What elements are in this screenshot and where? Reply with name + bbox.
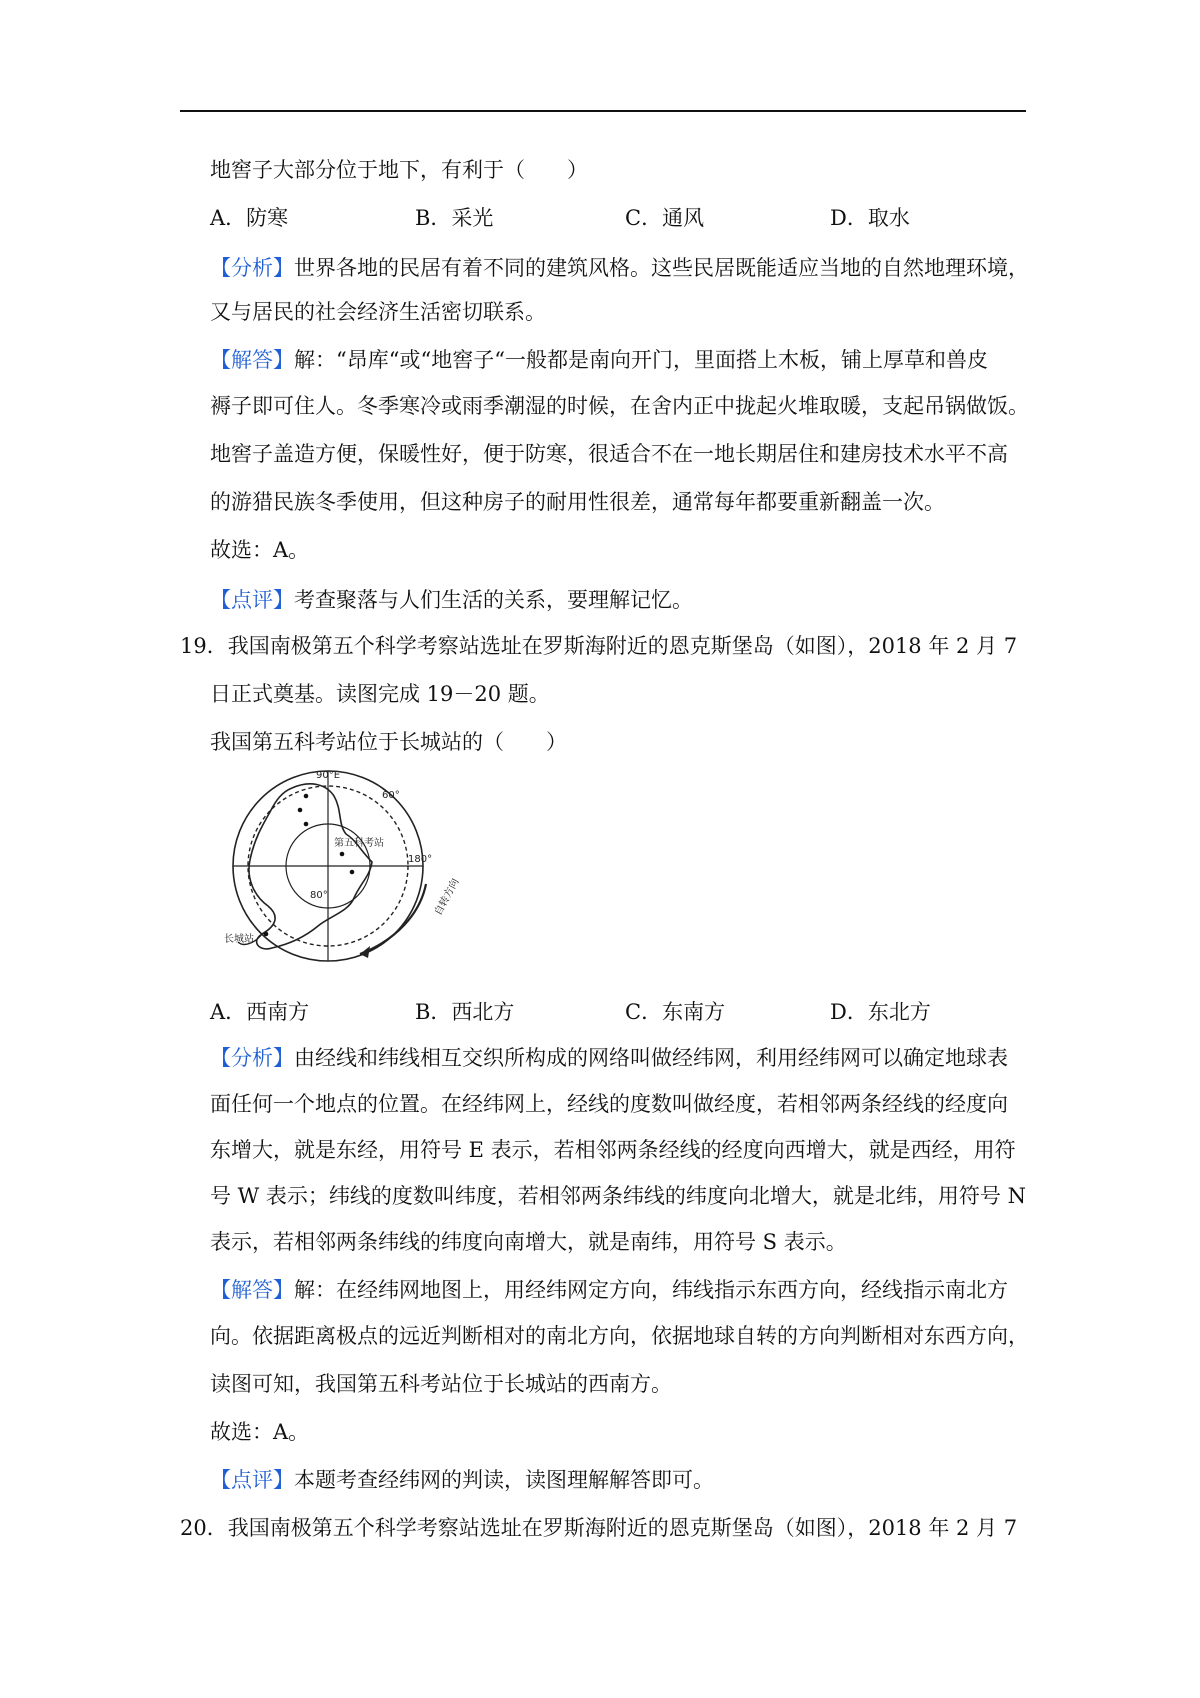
station-dot [304, 822, 309, 827]
q18-analysis-line-2: 又与居民的社会经济生活密切联系。 [210, 300, 546, 324]
great-wall-station-dot [264, 932, 269, 937]
station-dot [350, 870, 355, 875]
q18-stem: 地窖子大部分位于地下，有利于（ ） [210, 158, 588, 182]
q18-analysis-tag: 【分析】 [210, 256, 294, 280]
rotation-arrow [360, 884, 426, 954]
q18-option-c: C．通风 [625, 206, 705, 230]
q18-review [210, 586, 693, 614]
q19-stem-line-1: 19．我国南极第五个科学考察站选址在罗斯海附近的恩克斯堡岛（如图），2018 年 2 月 7 [180, 634, 1018, 658]
station-dot [340, 852, 345, 857]
antarctica-map [210, 766, 470, 968]
q18-analysis-text-1: 世界各地的民居有着不同的建筑风格。这些民居既能适应当地的自然地理环境， [294, 256, 1029, 280]
q18-choice: 故选：A。 [210, 538, 310, 562]
q18-answer-text-1: 解：“昂库“或“地窖子“一般都是南向开门，里面搭上木板，铺上厚草和兽皮 [294, 348, 988, 372]
q19-answer-line-3: 读图可知，我国第五科考站位于长城站的西南方。 [210, 1372, 672, 1396]
q19-answer-line-2: 向。依据距离极点的远近判断相对的南北方向，依据地球自转的方向判断相对东西方向， [210, 1324, 1029, 1348]
q19-answer-tag: 【解答】 [210, 1278, 294, 1302]
q18-answer-line-2: 褥子即可住人。冬季寒冷或雨季潮湿的时候，在舍内正中拢起火堆取暖，支起吊锅做饭。 [210, 394, 1029, 418]
q19-answer-text-1: 解：在经纬网地图上，用经纬网定方向，纬线指示东西方向，经线指示南北方 [294, 1278, 1008, 1302]
q19-option-d: D．东北方 [830, 1000, 931, 1024]
q18-review-tag: 【点评】 [210, 588, 294, 612]
q19-analysis-line-2: 面任何一个地点的位置。在经纬网上，经线的度数叫做经度，若相邻两条经线的经度向 [210, 1092, 1008, 1116]
q18-option-a: A．防寒 [210, 206, 289, 230]
station-dot [298, 808, 303, 813]
label-80: 80° [310, 890, 328, 901]
label-great-wall: 长城站 [224, 934, 254, 945]
q19-option-b: B．西北方 [415, 1000, 515, 1024]
header-rule [180, 110, 1026, 112]
q19-review-text: 本题考查经纬网的判读，读图理解解答即可。 [294, 1468, 714, 1492]
q19-analysis-line-4: 号 W 表示；纬线的度数叫纬度，若相邻两条纬线的纬度向北增大，就是北纬，用符号 N [210, 1184, 1026, 1208]
q18-answer-tag: 【解答】 [210, 348, 294, 372]
q19-option-a: A．西南方 [210, 1000, 310, 1024]
q18-answer-line-3: 地窖子盖造方便，保暖性好，便于防寒，很适合不在一地长期居住和建房技术水平不高 [210, 442, 1008, 466]
q18-answer-line-4: 的游猎民族冬季使用，但这种房子的耐用性很差，通常每年都要重新翻盖一次。 [210, 490, 945, 514]
q18-option-d: D．取水 [830, 206, 910, 230]
q19-analysis-line-5: 表示，若相邻两条纬线的纬度向南增大，就是南纬，用符号 S 表示。 [210, 1230, 847, 1254]
q19-analysis-tag: 【分析】 [210, 1046, 294, 1070]
station-dot [304, 794, 309, 799]
label-180: 180° [408, 854, 433, 865]
q19-analysis-line-1 [210, 1044, 1008, 1072]
q18-option-b: B．采光 [415, 206, 494, 230]
q19-review [210, 1466, 714, 1494]
q19-review-tag: 【点评】 [210, 1468, 294, 1492]
label-60: 60° [382, 790, 400, 801]
q19-stem-line-2: 日正式奠基。读图完成 19－20 题。 [210, 682, 550, 706]
label-90e: 90°E [316, 770, 341, 781]
q19-analysis-text-1: 由经线和纬线相互交织所构成的网络叫做经纬网，利用经纬网可以确定地球表 [294, 1046, 1008, 1070]
label-station-5: 第五科考站 [334, 838, 384, 849]
q20-stem: 20．我国南极第五个科学考察站选址在罗斯海附近的恩克斯堡岛（如图），2018 年 2 月 7 [180, 1516, 1018, 1540]
rotation-arrowhead [360, 946, 370, 958]
q19-analysis-line-3: 东增大，就是东经，用符号 E 表示，若相邻两条经线的经度向西增大，就是西经，用符 [210, 1138, 1016, 1162]
q19-answer-line-1 [210, 1276, 1008, 1304]
label-rotation: 自转方向 [432, 876, 462, 918]
q18-review-text: 考查聚落与人们生活的关系，要理解记忆。 [294, 588, 693, 612]
q18-analysis-line-1 [210, 254, 1029, 282]
q19-choice: 故选：A。 [210, 1420, 310, 1444]
q19-option-c: C．东南方 [625, 1000, 726, 1024]
q19-question: 我国第五科考站位于长城站的（ ） [210, 730, 567, 754]
q18-answer-line-1 [210, 346, 988, 374]
